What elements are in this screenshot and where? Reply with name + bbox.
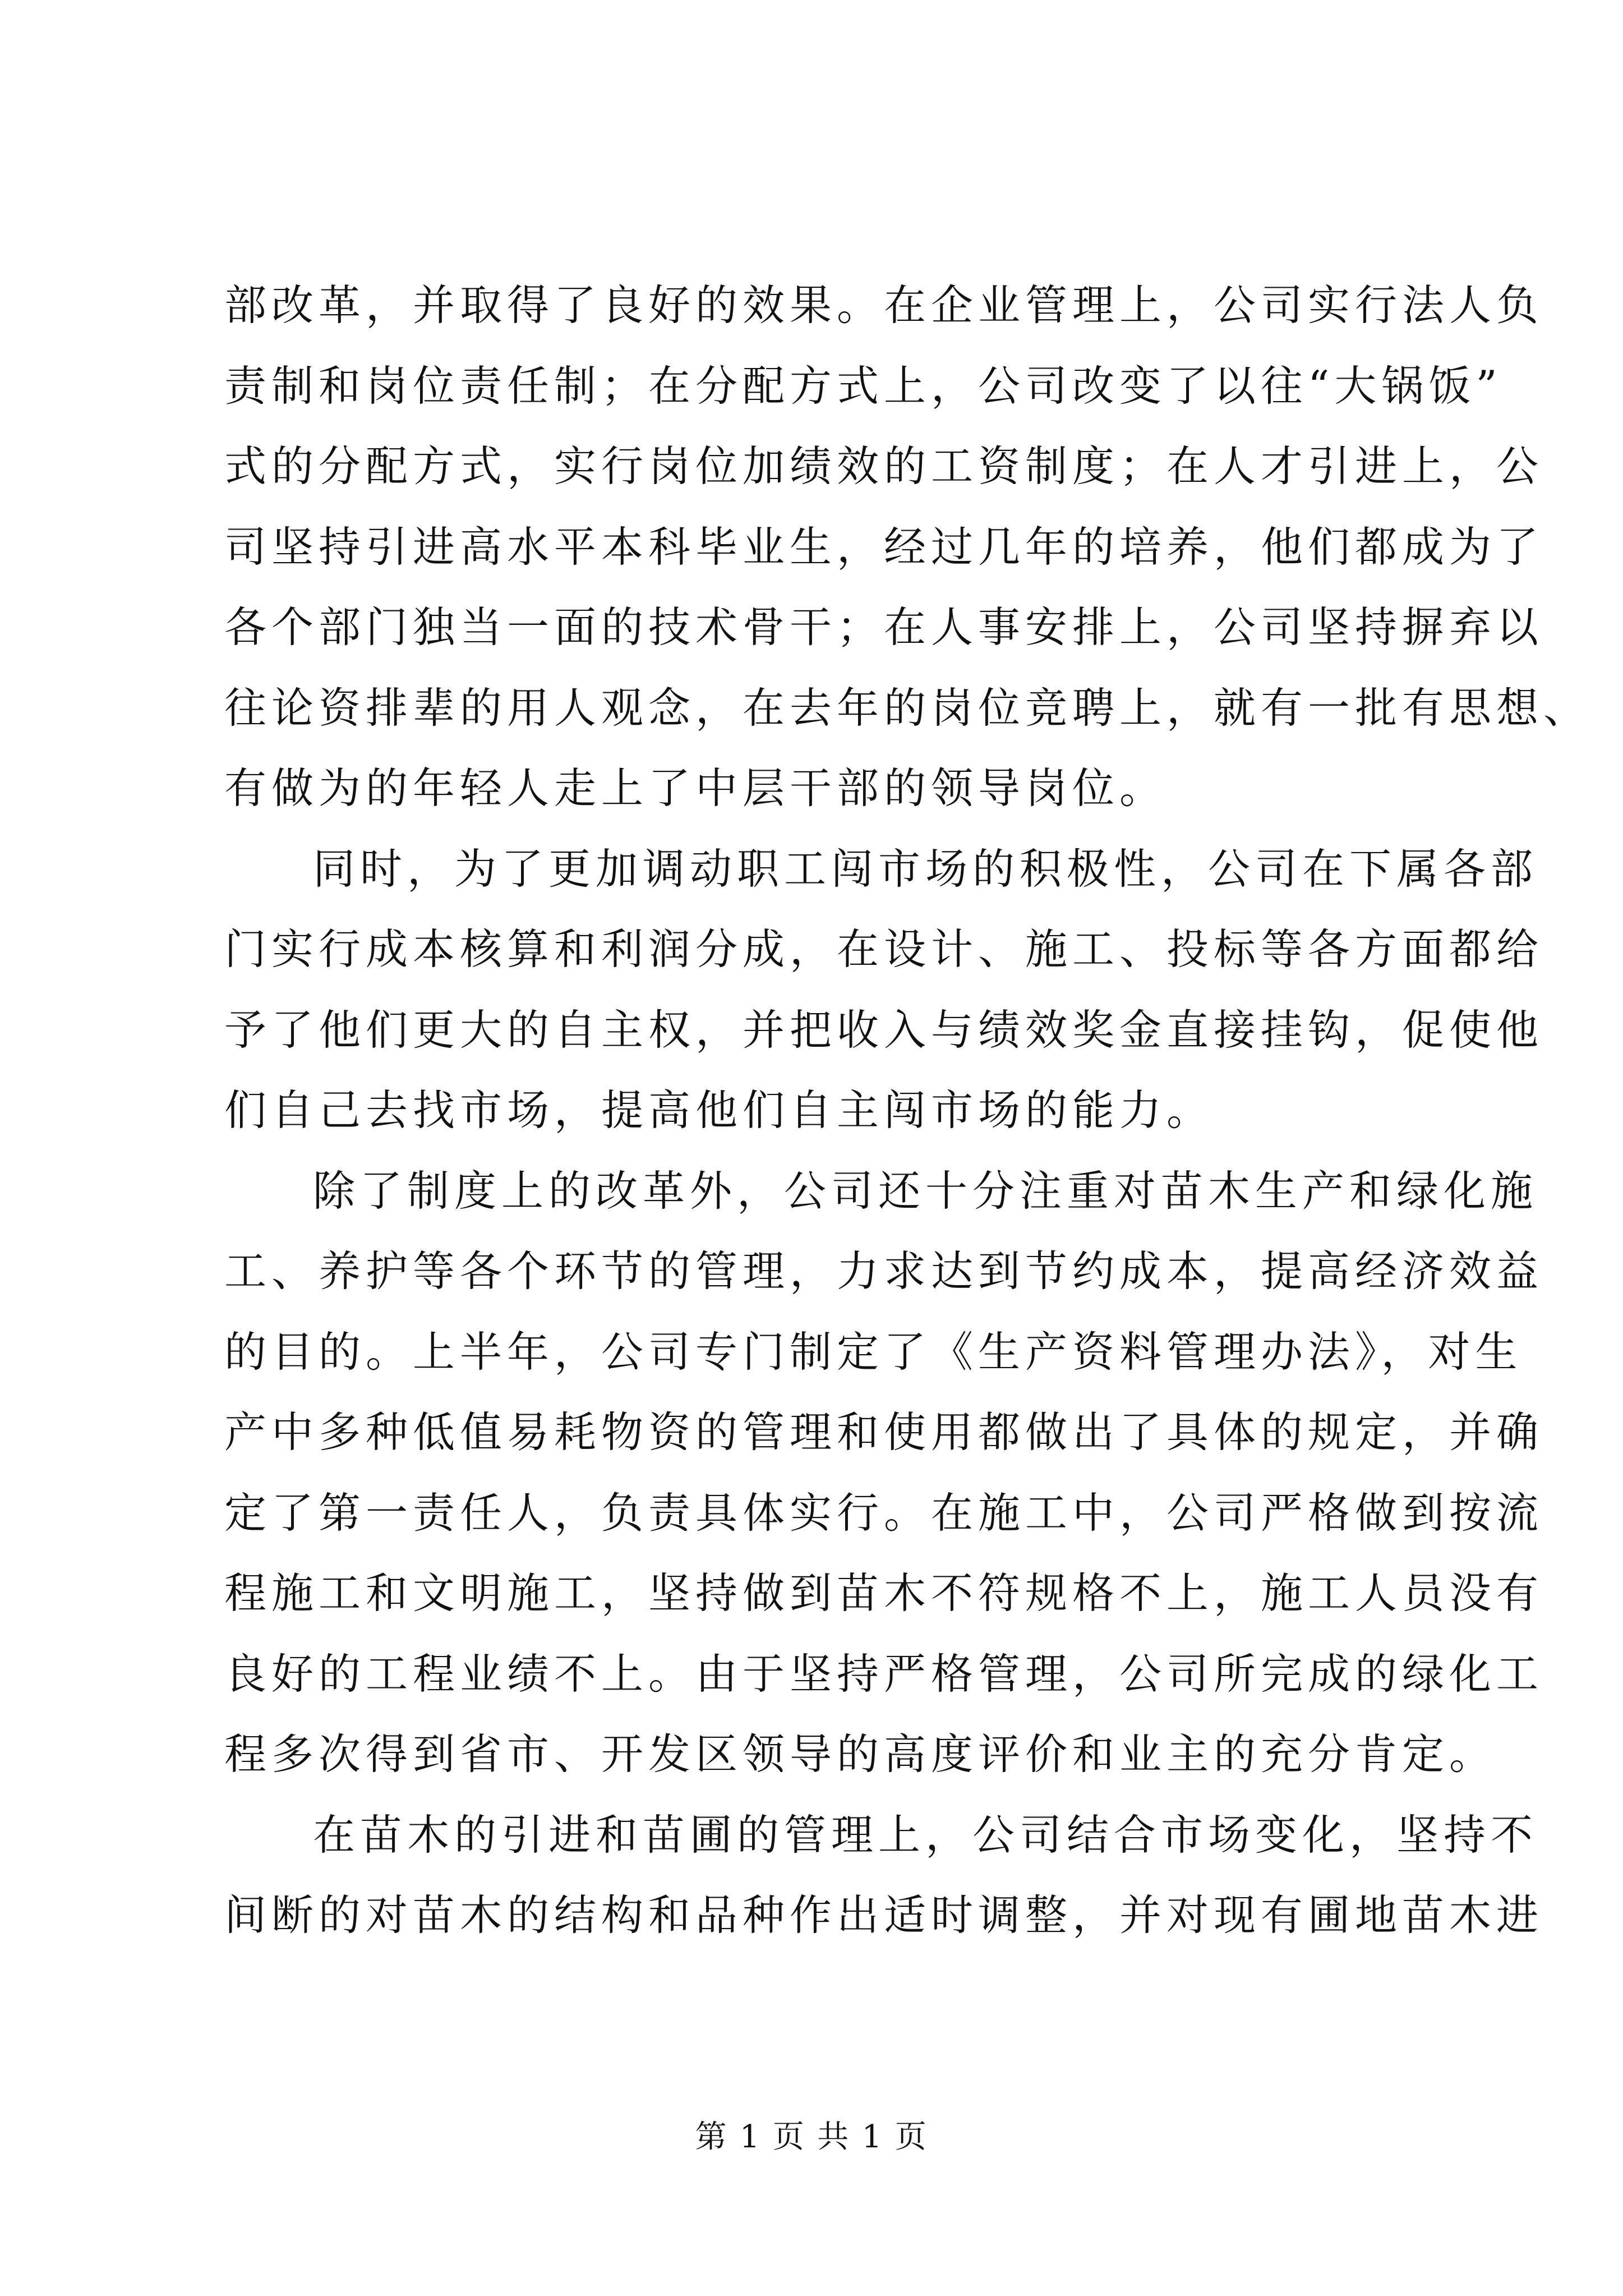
text-line: 予了他们更大的自主权，并把收入与绩效奖金直接挂钩，促使他 xyxy=(224,1005,1544,1055)
page-number-footer: 第 1 页 共 1 页 xyxy=(695,2119,928,2155)
text-line: 有做为的年轻人走上了中层干部的领导岗位。 xyxy=(224,763,1167,813)
text-line: 程多次得到省市、开发区领导的高度评价和业主的充分肯定。 xyxy=(224,1729,1497,1779)
text-line: 间断的对苗木的结构和品种作出适时调整，并对现有圃地苗木进 xyxy=(224,1890,1544,1940)
paragraph-4 xyxy=(224,1795,1544,1956)
text-line: 产中多种低值易耗物资的管理和使用都做出了具体的规定，并确 xyxy=(224,1407,1544,1457)
text-line: 的目的。上半年，公司专门制定了《生产资料管理办法》，对生 xyxy=(224,1327,1523,1377)
text-line: 定了第一责任人，负责具体实行。在施工中，公司严格做到按流 xyxy=(224,1488,1544,1538)
text-line: 各个部门独当一面的技术骨干；在人事安排上，公司坚持摒弃以 xyxy=(224,602,1544,652)
text-line: 门实行成本核算和利润分成，在设计、施工、投标等各方面都给 xyxy=(224,924,1544,974)
text-line: 在苗木的引进和苗圃的管理上，公司结合市场变化，坚持不 xyxy=(313,1810,1538,1860)
text-line: 往论资排辈的用人观念，在去年的岗位竞聘上，就有一批有思想、 xyxy=(224,683,1591,733)
text-line: 除了制度上的改革外，公司还十分注重对苗木生产和绿化施 xyxy=(313,1166,1538,1216)
text-line: 责制和岗位责任制；在分配方式上，公司改变了以往“大锅饭” xyxy=(224,361,1502,411)
document-body xyxy=(224,265,1591,1956)
paragraph-2 xyxy=(224,829,1544,1151)
paragraph-1 xyxy=(224,265,1591,829)
text-line: 部改革，并取得了良好的效果。在企业管理上，公司实行法人负 xyxy=(224,280,1544,330)
text-line: 们自己去找市场，提高他们自主闯市场的能力。 xyxy=(224,1085,1214,1135)
text-line: 程施工和文明施工，坚持做到苗木不符规格不上，施工人员没有 xyxy=(224,1568,1544,1618)
text-line: 司坚持引进高水平本科毕业生，经过几年的培养，他们都成为了 xyxy=(224,522,1544,572)
text-line: 良好的工程业绩不上。由于坚持严格管理，公司所完成的绿化工 xyxy=(224,1649,1544,1699)
text-line: 式的分配方式，实行岗位加绩效的工资制度；在人才引进上，公 xyxy=(224,441,1544,491)
paragraph-3 xyxy=(224,1151,1544,1795)
text-line: 工、养护等各个环节的管理，力求达到节约成本，提高经济效益 xyxy=(224,1246,1544,1296)
text-line: 同时，为了更加调动职工闯市场的积极性，公司在下属各部 xyxy=(313,844,1538,894)
